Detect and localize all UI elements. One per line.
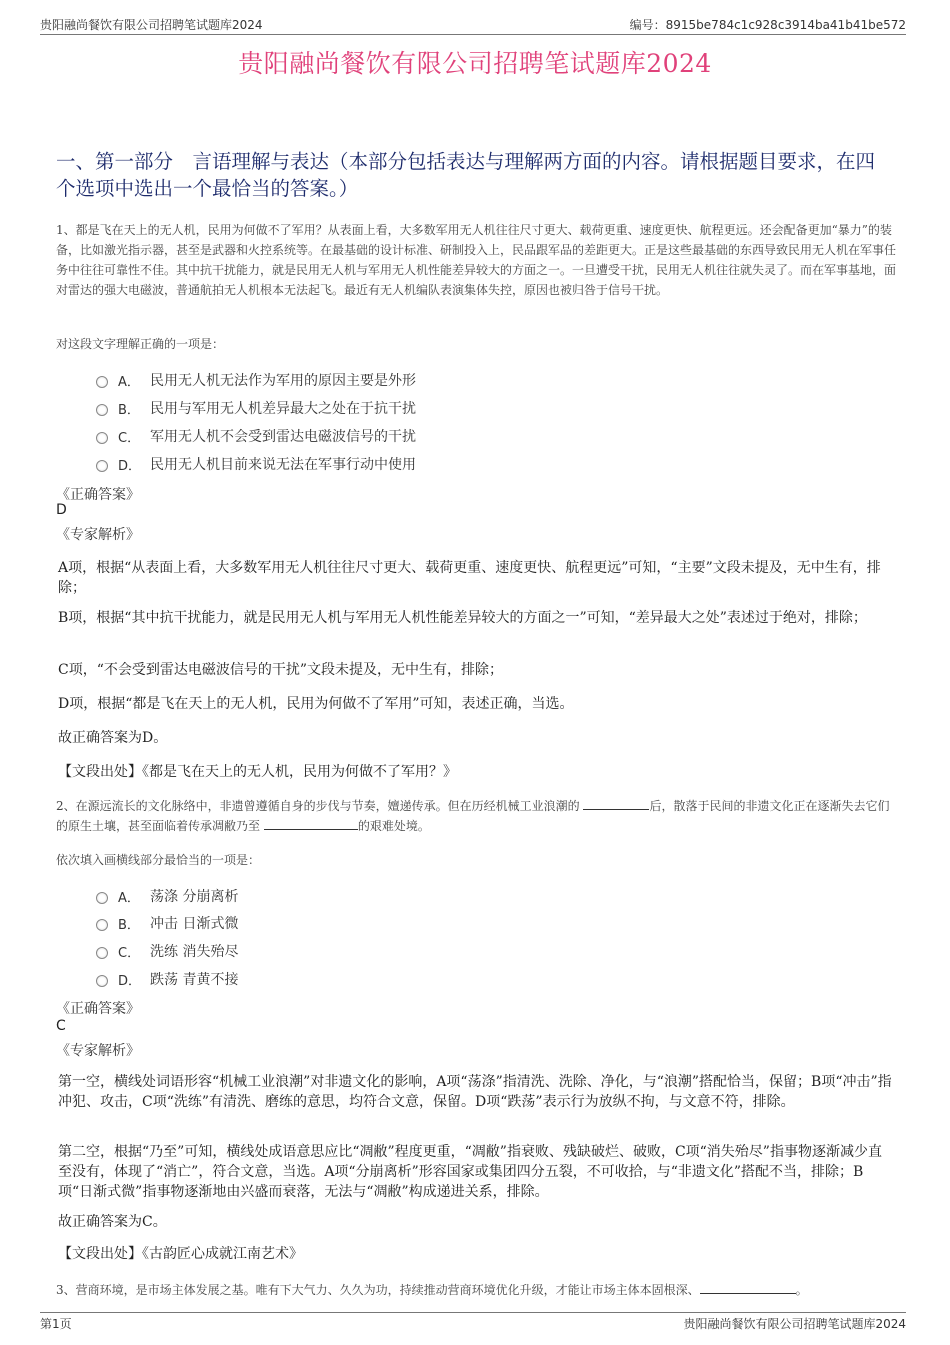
- stem-text: 的艰难处境。: [357, 819, 430, 833]
- radio-icon[interactable]: [96, 376, 108, 388]
- question-1-option-c[interactable]: [96, 426, 416, 446]
- analysis-label: 《专家解析》: [56, 1043, 140, 1059]
- stem-text: 后，散落于民间的非遗文化正在逐渐失去它们的原生土壤，甚至面临着传承凋敝乃至: [56, 799, 890, 833]
- option-text: 洗练 消失殆尽: [150, 944, 239, 960]
- option-letter: C．: [118, 430, 141, 446]
- source-citation: 【文段出处】《古韵匠心成就江南艺术》: [58, 1246, 303, 1262]
- question-2-option-c[interactable]: [96, 941, 238, 961]
- radio-icon[interactable]: [96, 919, 108, 931]
- explanation-conclusion: 故正确答案为C。: [58, 1214, 167, 1230]
- analysis-label: 《专家解析》: [56, 527, 140, 543]
- option-letter: A．: [118, 890, 140, 906]
- question-1-option-d[interactable]: [96, 454, 416, 474]
- question-2-stem: [56, 796, 898, 836]
- page-header: [40, 14, 906, 35]
- question-2-option-a[interactable]: [96, 886, 238, 906]
- option-text: 荡涤 分崩离析: [150, 889, 239, 905]
- option-text: 冲击 日渐式微: [150, 916, 239, 932]
- radio-icon[interactable]: [96, 947, 108, 959]
- explanation-conclusion: 故正确答案为D。: [58, 730, 168, 746]
- option-text: 军用无人机不会受到雷达电磁波信号的干扰: [150, 429, 416, 445]
- explanation-paragraph: 第一空，横线处词语形容“机械工业浪潮”对非遗文化的影响，A项“荡涤”指清洗、洗除、净化，与“浪潮”搭配恰当，保留；B项“冲击”指冲犯、攻击，C项“洗练”有清洗、磨练的意思，均符合文意，保留。D项“跌荡”表示行为放纵不拘，与文意不符，排除。: [58, 1074, 892, 1110]
- stem-text: 3、营商环境，是市场主体发展之基。唯有下大气力、久久为功，持续推动营商环境优化升级，才能让市场主体本固根深、: [56, 1283, 700, 1297]
- radio-icon[interactable]: [96, 460, 108, 472]
- option-letter: D．: [118, 458, 142, 474]
- radio-icon[interactable]: [96, 975, 108, 987]
- option-letter: B．: [118, 917, 140, 933]
- option-letter: A．: [118, 374, 140, 390]
- answer-value: C: [56, 1018, 66, 1034]
- answer-value: D: [56, 502, 67, 518]
- option-letter: D．: [118, 973, 142, 989]
- fill-blank: [583, 797, 649, 810]
- question-2-prompt: 依次填入画横线部分最恰当的一项是：: [56, 853, 261, 867]
- radio-icon[interactable]: [96, 892, 108, 904]
- stem-text: 2、在源远流长的文化脉络中，非遗曾遵循自身的步伐与节奏，嬗递传承。但在历经机械工业浪潮的: [56, 799, 584, 813]
- option-text: 跌荡 青黄不接: [150, 972, 239, 988]
- page-footer: [40, 1312, 906, 1333]
- source-citation: 【文段出处】《都是飞在天上的无人机，民用为何做不了军用？》: [58, 764, 457, 780]
- option-letter: B．: [118, 402, 140, 418]
- fill-blank: [264, 817, 358, 830]
- question-2-option-d[interactable]: [96, 969, 238, 989]
- question-1-option-a[interactable]: [96, 370, 416, 390]
- option-letter: C．: [118, 945, 141, 961]
- explanation-paragraph: A项，根据“从表面上看，大多数军用无人机往往尺寸更大、载荷更重、速度更快、航程更远”可知，“主要”文段未提及，无中生有，排除；: [58, 560, 881, 596]
- footer-doc-title: 贵阳融尚餐饮有限公司招聘笔试题库2024: [683, 1317, 906, 1331]
- explanation-paragraph: 第二空，根据“乃至”可知，横线处成语意思应比“凋敝”程度更重，“凋敝”指衰败、残缺破烂、破败，C项“消失殆尽”指事物逐渐减少直至没有，体现了“消亡”，符合文意，当选。A项“分崩离析”形容国家或集团四分五裂，不可收拾，与“非遗文化”搭配不当，排除；B项“日渐式微”指事物逐渐地由兴盛而衰落，无法与“凋敝”构成递进关系，排除。: [58, 1144, 882, 1200]
- option-text: 民用无人机无法作为军用的原因主要是外形: [150, 373, 416, 389]
- stem-text: 。: [795, 1283, 808, 1297]
- section-heading: 一、第一部分 言语理解与表达（本部分包括表达与理解两方面的内容。请根据题目要求，在四个选项中选出一个最恰当的答案。）: [56, 150, 876, 200]
- document-title: 贵阳融尚餐饮有限公司招聘笔试题库2024: [238, 49, 712, 78]
- page-number: 第1页: [40, 1317, 72, 1331]
- question-3-stem: [56, 1280, 898, 1300]
- explanation-paragraph: C项，“不会受到雷达电磁波信号的干扰”文段未提及，无中生有，排除；: [58, 662, 504, 678]
- header-doc-title: 贵阳融尚餐饮有限公司招聘笔试题库2024: [40, 18, 263, 32]
- answer-label: 《正确答案》: [56, 1001, 140, 1017]
- answer-label: 《正确答案》: [56, 487, 140, 503]
- question-1-option-b[interactable]: [96, 398, 416, 418]
- option-text: 民用与军用无人机差异最大之处在于抗干扰: [150, 401, 416, 417]
- question-2-option-b[interactable]: [96, 913, 238, 933]
- radio-icon[interactable]: [96, 432, 108, 444]
- explanation-paragraph: D项，根据“都是飞在天上的无人机，民用为何做不了军用”可知，表述正确，当选。: [58, 696, 574, 712]
- question-1-stem: 1、都是飞在天上的无人机，民用为何做不了军用？从表面上看，大多数军用无人机往往尺寸更大、载荷更重、速度更快、航程更远。还会配备更加“暴力”的装备，比如激光指示器，甚至是武器和火控系统等。在最基础的设计标准、研制投入上，民品跟军品的差距更大。正是这些最基础的东西导致民用无人机在军事任务中往往可靠性不佳。其中抗干扰能力，就是民用无人机与军用无人机性能差异较大的方面之一。一旦遭受干扰，民用无人机往往就失灵了。而在军事基地，面对雷达的强大电磁波，普通航拍无人机根本无法起飞。最近有无人机编队表演集体失控，原因也被归咎于信号干扰。: [56, 223, 897, 297]
- header-doc-id: 编号：8915be784c1c928c3914ba41b41be572: [629, 18, 906, 32]
- explanation-paragraph: B项，根据“其中抗干扰能力，就是民用无人机与军用无人机性能差异较大的方面之一”可知，“差异最大之处”表述过于绝对，排除；: [58, 610, 867, 626]
- radio-icon[interactable]: [96, 404, 108, 416]
- fill-blank: [700, 1281, 796, 1294]
- question-1-prompt: 对这段文字理解正确的一项是：: [56, 337, 225, 351]
- option-text: 民用无人机目前来说无法在军事行动中使用: [150, 457, 416, 473]
